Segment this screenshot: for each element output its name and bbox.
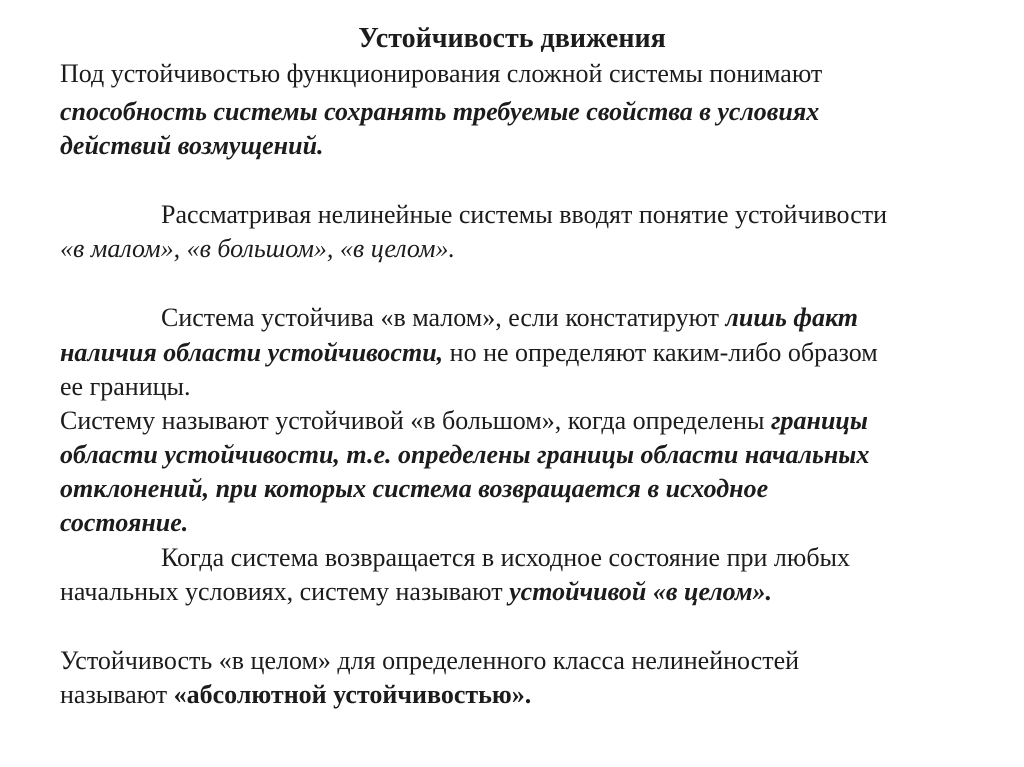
small-stability-text-2: но не определяют каким-либо образом (443, 338, 878, 367)
absolute-stability-emphasis: «абсолютной устойчивостью». (173, 680, 532, 709)
large-stability-emphasis: границы (770, 406, 868, 435)
large-stability-line-4: состояние. (60, 508, 189, 537)
large-stability-line-3: отклонений, при которых система возвращается в исходное (60, 474, 769, 503)
small-stability-emphasis-2: наличия области устойчивости, (60, 338, 444, 367)
large-stability-text: Систему называют устойчивой «в большом», когда определены (60, 406, 771, 435)
absolute-stability-line-2 (60, 678, 531, 712)
global-stability-emphasis: устойчивой «в целом». (509, 577, 773, 606)
small-stability-emphasis: лишь факт (725, 303, 859, 332)
absolute-stability-line-1: Устойчивость «в целом» для определенного класса нелинейностей (60, 646, 800, 675)
small-stability-line-2 (60, 336, 878, 370)
slide-title: Устойчивость движения (358, 23, 666, 54)
large-stability-line-2: области устойчивости, т.е. определены границы области начальных (60, 440, 870, 469)
global-stability-line-1: Когда система возвращается в исходное состояние при любых (161, 543, 851, 572)
absolute-stability-text: называют (60, 680, 174, 709)
small-stability-line-3: ее границы. (60, 372, 191, 401)
global-stability-line-2 (60, 575, 772, 609)
large-stability-line-1 (60, 404, 868, 438)
small-stability-text: Система устойчива «в малом», если констатируют (161, 303, 726, 332)
definition-line-1: Под устойчивостью функционирования сложной системы понимают (60, 59, 823, 88)
small-stability-line-1 (161, 301, 858, 335)
global-stability-text: начальных условиях, систему называют (60, 577, 510, 606)
nonlinear-intro-line-1: Рассматривая нелинейные системы вводят понятие устойчивости (161, 200, 888, 229)
definition-line-2: способность системы сохранять требуемые свойства в условиях (60, 97, 820, 126)
definition-line-3: действий возмущений. (60, 131, 324, 160)
nonlinear-intro-line-2: «в малом», «в большом», «в целом». (60, 234, 455, 263)
